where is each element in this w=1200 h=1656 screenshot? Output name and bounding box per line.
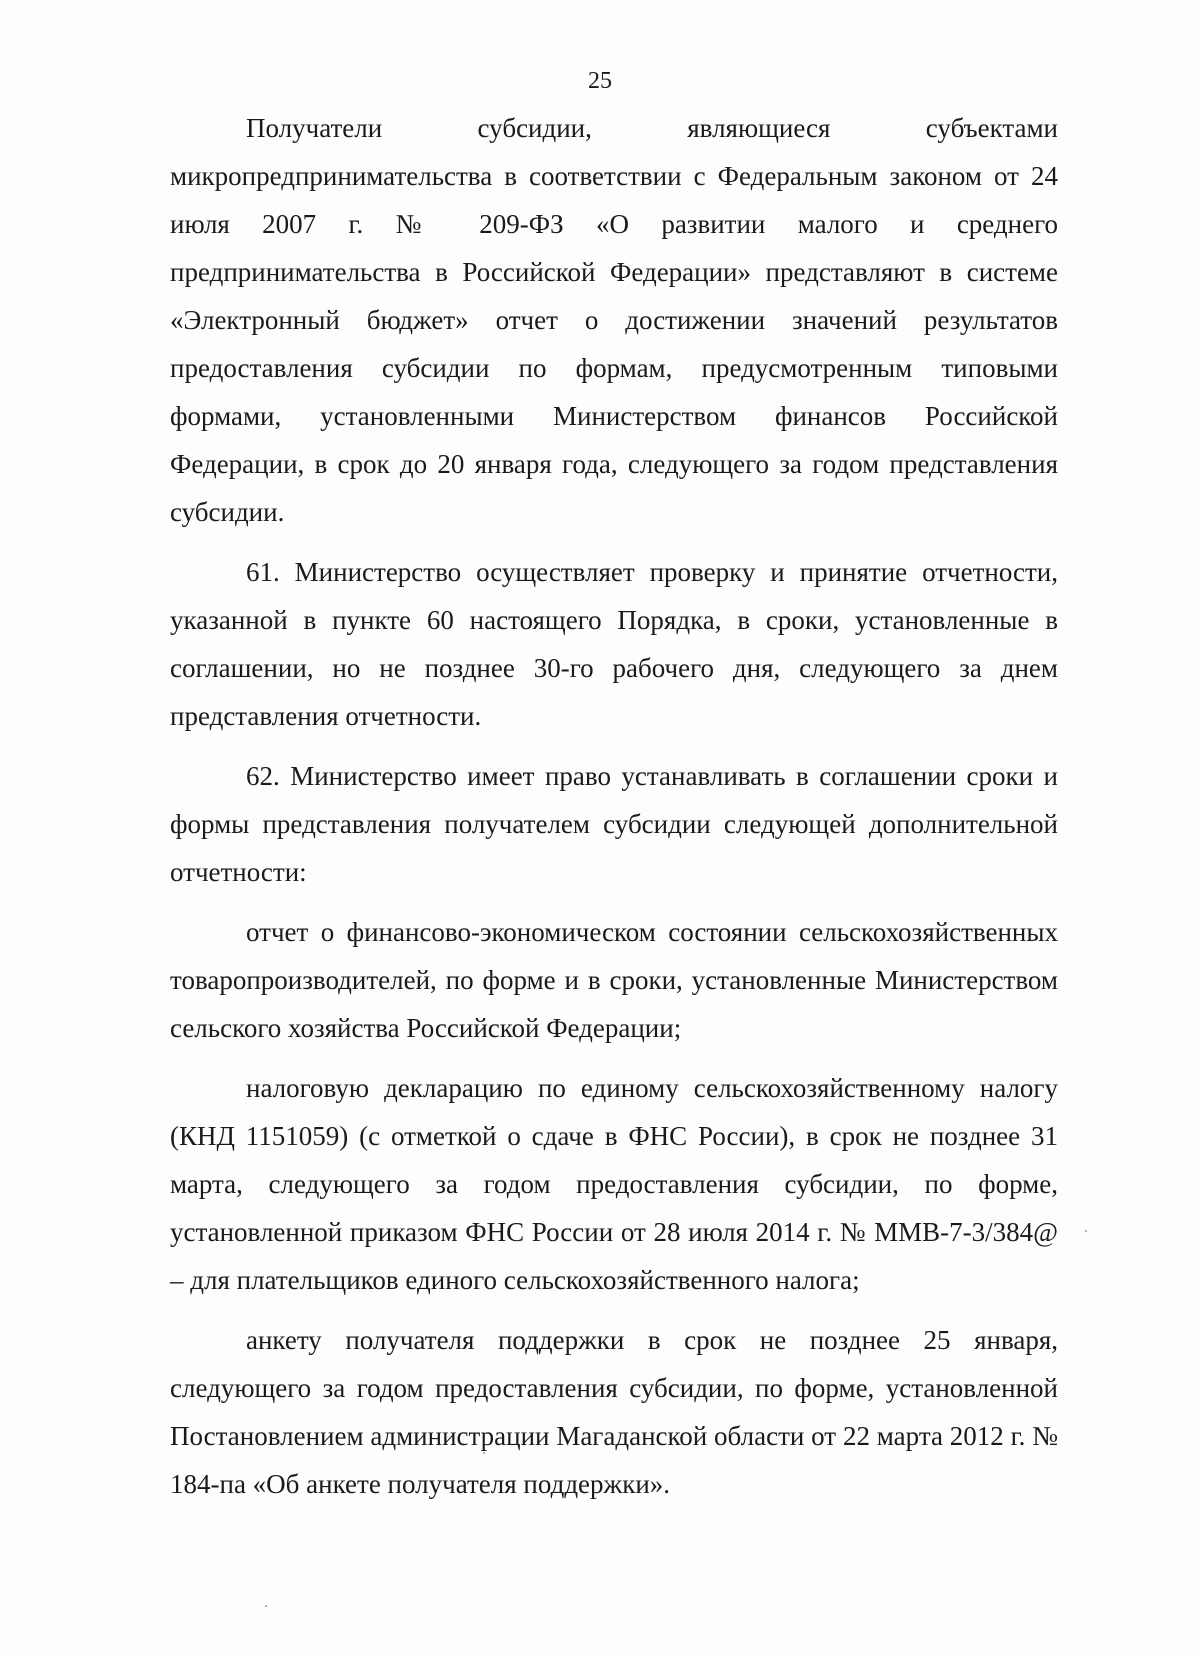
paragraph-61: 61. Министерство осуществляет проверку и принятие отчетности, указанной в пункте 60 настоящего Порядка, в сроки, установленные в соглашении, но не позднее 30-го рабочего дня, следующего за днем представления отчетности. <box>170 557 1058 731</box>
paragraph-recipient-questionnaire: анкету получателя поддержки в срок не позднее 25 января, следующего за годом предоставления субсидии, по форме, установленной Постановлением администрации Магаданской области от 22 марта 2012 г. № 184-па «Об анкете получателя поддержки». <box>170 1325 1058 1499</box>
paragraph-62: 62. Министерство имеет право устанавливать в соглашении сроки и формы представления получателем субсидии следующей дополнительной отчетности: <box>170 761 1058 887</box>
scan-speck <box>1085 1230 1087 1232</box>
page-number: 25 <box>588 68 612 94</box>
paragraph-financial-report: отчет о финансово-экономическом состоянии сельскохозяйственных товаропроизводителей, по форме и в сроки, установленные Министерством сельского хозяйства Российской Федерации; <box>170 917 1058 1043</box>
scan-speck <box>483 1452 485 1454</box>
paragraph-reporting-microenterprise: Получатели субсидии, являющиеся субъектами микропредпринимательства в соответствии с Федеральным законом от 24 июля 2007 г. № 209-ФЗ «О развитии малого и среднего предпринимательства в Российской Федерации» представляют в системе «Электронный бюджет» отчет о достижении значений результатов предоставления субсидии по формам, предусмотренным типовыми формами, установленными Министерством финансов Российской Федерации, в срок до 20 января года, следующего за годом представления субсидии. <box>170 113 1058 527</box>
paragraph-tax-declaration: налоговую декларацию по единому сельскохозяйственному налогу (КНД 1151059) (с отметкой о сдаче в ФНС России), в срок не позднее 31 марта, следующего за годом предоставления субсидии, по форме, установленной приказом ФНС России от 28 июля 2014 г. № ММВ-7-3/384@ – для плательщиков единого сельскохозяйственного налога; <box>170 1073 1058 1295</box>
scan-speck <box>265 1605 267 1607</box>
document-body <box>170 104 1058 1508</box>
